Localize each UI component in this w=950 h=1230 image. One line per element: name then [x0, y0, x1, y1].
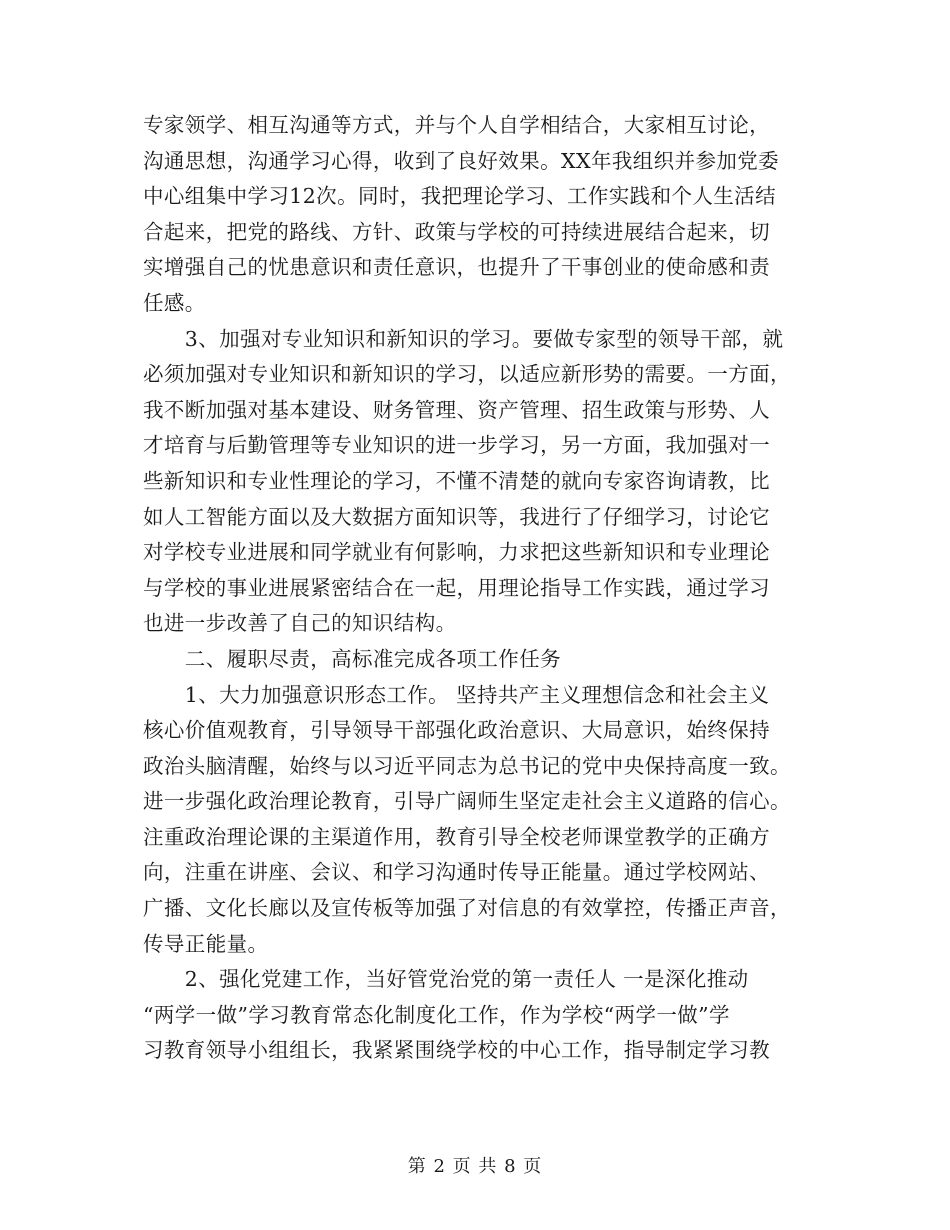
- text-line: 2、强化党建工作，当好管党治党的第一责任人 一是深化推动: [143, 967, 749, 992]
- text-line: 必须加强对专业知识和新知识的学习，以适应新形势的需要。一方面，: [143, 362, 791, 387]
- text-line: 专家领学、相互沟通等方式，并与个人自学相结合，大家相互讨论，: [143, 113, 770, 137]
- document-body: [143, 108, 813, 1069]
- text-line: 如人工智能方面以及大数据方面知识等，我进行了仔细学习，讨论它: [143, 504, 770, 529]
- text-line: 政治头脑清醒，始终与以习近平同志为总书记的党中央保持高度一致。: [143, 753, 791, 778]
- section-heading: 二、履职尽责，高标准完成各项工作任务: [143, 646, 561, 671]
- text-line: 进一步强化政治理论教育，引导广阔师生坚定走社会主义道路的信心。: [143, 789, 791, 814]
- text-line: 1、大力加强意识形态工作。 坚持共产主义理想信念和社会主义: [143, 682, 770, 707]
- text-line: 习教育领导小组组长，我紧紧围绕学校的中心工作，指导制定学习教: [143, 1038, 770, 1063]
- text-line: 也进一步改善了自己的知识结构。: [143, 611, 457, 636]
- page-number-footer: 第 2 页 共 8 页: [407, 1156, 543, 1177]
- text-line: 沟通思想，沟通学习心得，收到了良好效果。XX年我组织并参加党委: [143, 148, 780, 173]
- text-line: 我不断加强对基本建设、财务管理、资产管理、招生政策与形势、人: [143, 397, 770, 422]
- text-line: 广播、文化长廊以及宣传板等加强了对信息的有效掌控，传播正声音，: [143, 896, 791, 921]
- text-line: 核心价值观教育，引导领导干部强化政治意识、大局意识，始终保持: [143, 718, 770, 743]
- text-line: 中心组集中学习12次。同时，我把理论学习、工作实践和个人生活结: [143, 184, 776, 209]
- text-line: 传导正能量。: [143, 931, 269, 956]
- text-line: 实增强自己的忧患意识和责任意识，也提升了干事创业的使命感和责: [143, 255, 770, 280]
- text-line: 才培育与后勤管理等专业知识的进一步学习，另一方面，我加强对一: [143, 433, 770, 458]
- text-line: 向，注重在讲座、会议、和学习沟通时传导正能量。通过学校网站、: [143, 860, 770, 885]
- text-line: “两学一做”学习教育常态化制度化工作，作为学校“两学一做”学: [143, 1002, 730, 1027]
- text-line: 合起来，把党的路线、方针、政策与学校的可持续进展结合起来，切: [143, 219, 770, 244]
- text-line: 些新知识和专业性理论的学习，不懂不清楚的就向专家咨询请教，比: [143, 468, 770, 493]
- text-line: 3、加强对专业知识和新知识的学习。要做专家型的领导干部，就: [143, 326, 784, 351]
- text-line: 注重政治理论课的主渠道作用，教育引导全校老师课堂教学的正确方: [143, 824, 770, 849]
- text-line: 与学校的事业进展紧密结合在一起，用理论指导工作实践，通过学习: [143, 575, 770, 600]
- text-line: 对学校专业进展和同学就业有何影响，力求把这些新知识和专业理论: [143, 540, 770, 565]
- text-line: 任感。: [143, 290, 206, 315]
